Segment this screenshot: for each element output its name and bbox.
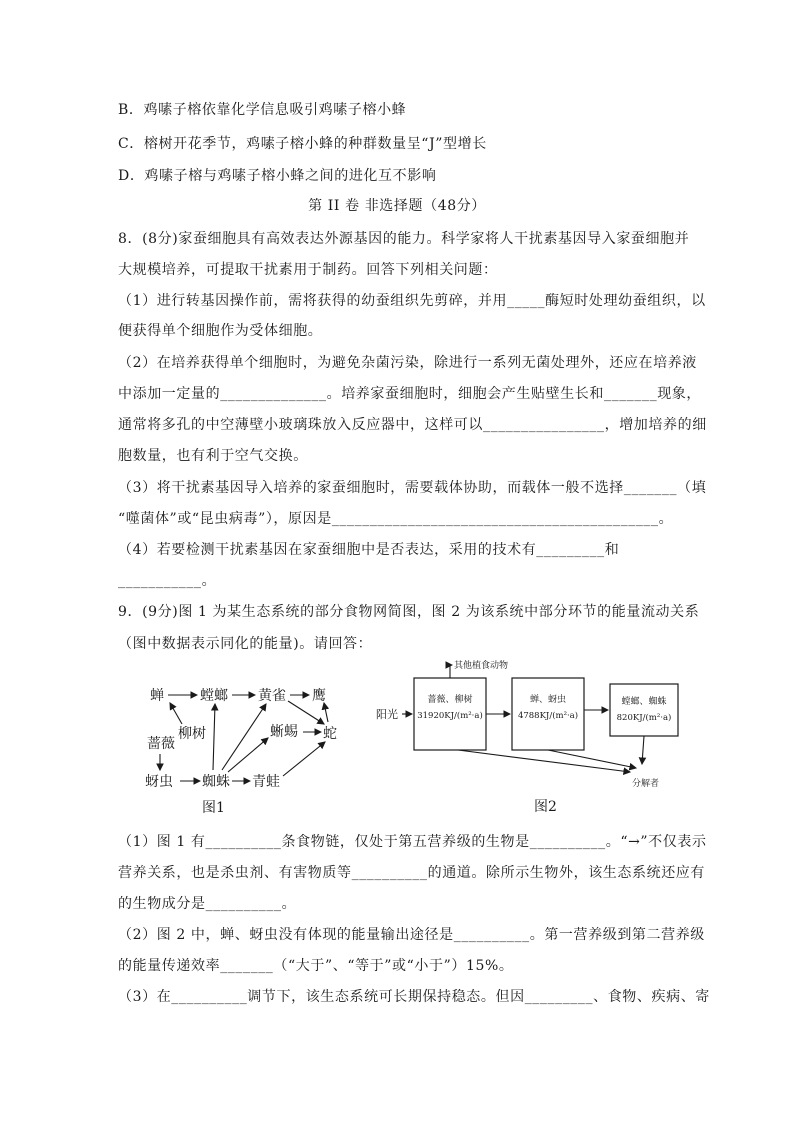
- producer-name: 蔷薇、柳树: [427, 695, 473, 705]
- node-qiangwei: 蔷薇: [147, 736, 175, 752]
- node-chan: 蝉: [150, 688, 164, 704]
- arrow-qingwa-she: [283, 742, 325, 776]
- option-d: D．鸡嗉子榕与鸡嗉子榕小蜂之间的进化互不影响: [118, 168, 437, 184]
- sun-label: 阳光: [376, 708, 398, 721]
- q8-stem-1: 8．(8分)家蚕细胞具有高效表达外源基因的能力。科学家将人干扰素基因导入家蚕细胞并: [118, 231, 690, 247]
- q8-part4-2: ___________。: [118, 573, 217, 589]
- node-liushu: 柳树: [178, 726, 206, 742]
- arrow-secondary-decomposer: [642, 736, 644, 764]
- q9-stem-2: （图中数据表示同化的能量)。请回答：: [118, 636, 373, 652]
- secondary-consumer-name: 螳螂、蜘蛛: [621, 697, 667, 707]
- secondary-consumer-energy: 820KJ/(m²·a): [616, 713, 672, 723]
- node-huangque: 黄雀: [258, 688, 286, 704]
- secondary-consumer-box: [610, 684, 678, 736]
- figure-2-energy-flow: [374, 656, 684, 816]
- q8-part2-3: 通常将多孔的中空薄壁小玻璃珠放入反应器中，这样可以________________，增加培养的细: [118, 417, 707, 433]
- arrow-she-ying: [324, 703, 328, 722]
- producer-energy: 31920KJ/(m²·a): [417, 711, 483, 721]
- q8-stem-2: 大规模培养，可提取干扰素用于制药。回答下列相关问题：: [118, 262, 498, 278]
- option-b: B．鸡嗉子榕依靠化学信息吸引鸡嗉子榕小蜂: [118, 102, 407, 118]
- q8-part2-2: 中添加一定量的______________。培养家蚕细胞时，细胞会产生贴壁生长和_______现象，: [118, 386, 701, 402]
- arrow-consumer-decomposer: [548, 750, 636, 768]
- figure-1-food-web: [140, 676, 360, 821]
- arrow-zhizhu-xiyi: [228, 738, 268, 772]
- node-tanglang: 螳螂: [200, 688, 228, 704]
- node-qingwa: 青蛙: [252, 774, 280, 790]
- q8-part3-2: “噬菌体”或“昆虫病毒”），原因是___________________________________________。: [118, 511, 674, 527]
- option-c: C．榕树开花季节，鸡嗉子榕小蜂的种群数量呈“J”型增长: [118, 136, 487, 152]
- node-ying: 鹰: [312, 688, 326, 704]
- node-xiyi: 蜥蜴: [270, 724, 298, 740]
- figure-2-caption: 图2: [534, 799, 557, 815]
- primary-consumer-name: 蝉、蚜虫: [529, 695, 567, 705]
- q9-part2-2: 的能量传递效率_______（“大于”、“等于”或“小于”）15%。: [118, 958, 514, 974]
- arrow-huangque-she: [288, 701, 324, 724]
- q9-part1-1: （1）图 1 有__________条食物链，仅处于第五营养级的生物是__________。“→”不仅表示: [118, 834, 707, 850]
- q9-part1-3: 的生物成分是__________。: [118, 896, 297, 912]
- figure-1-caption: 图1: [202, 800, 225, 816]
- arrow-producer-other: [450, 665, 452, 678]
- q9-part2-1: （2）图 2 中，蝉、蚜虫没有体现的能量输出途径是__________。第一营养级到第二营养级: [118, 927, 705, 943]
- q8-part3-1: （3）将干扰素基因导入培养的家蚕细胞时，需要载体协助，而载体一般不选择_______（填: [118, 480, 707, 496]
- arrow-liushu-chan: [170, 703, 182, 724]
- node-zhizhu: 蜘蛛: [202, 774, 230, 790]
- arrow-zhizhu-tanglang: [213, 704, 215, 770]
- q8-part2-4: 胞数量，也有利于空气交换。: [118, 448, 308, 464]
- q8-part2-1: （2）在培养获得单个细胞时，为避免杂菌污染，除进行一系列无菌处理外，还应在培养液: [118, 355, 697, 371]
- section-title: 第 II 卷 非选择题（48分）: [308, 198, 486, 214]
- q8-part4-1: （4）若要检测干扰素基因在家蚕细胞中是否表达，采用的技术有_________和: [118, 542, 620, 558]
- decomposer-label: 分解者: [632, 779, 660, 789]
- q9-part3-1: （3）在__________调节下，该生态系统可长期保持稳态。但因_________、食物、疾病、寄: [118, 989, 710, 1005]
- other-herbivores-label: 其他植食动物: [454, 661, 509, 671]
- q8-part1-1: （1）进行转基因操作前，需将获得的幼蚕组织先剪碎，并用_____酶短时处理幼蚕组织，以: [118, 293, 706, 309]
- primary-consumer-energy: 4788KJ/(m²·a): [517, 711, 579, 721]
- q9-stem-1: 9．(9分)图 1 为某生态系统的部分食物网简图，图 2 为该系统中部分环节的能量流动关系: [118, 604, 700, 620]
- node-yachong: 蚜虫: [145, 774, 173, 790]
- q8-part1-2: 便获得单个细胞作为受体细胞。: [118, 323, 323, 339]
- arrow-zhizhu-huangque: [222, 704, 266, 770]
- q9-part1-2: 营养关系，也是杀虫剂、有害物质等__________的通道。除所示生物外，该生态系统还应有: [118, 865, 705, 881]
- node-she: 蛇: [323, 726, 337, 742]
